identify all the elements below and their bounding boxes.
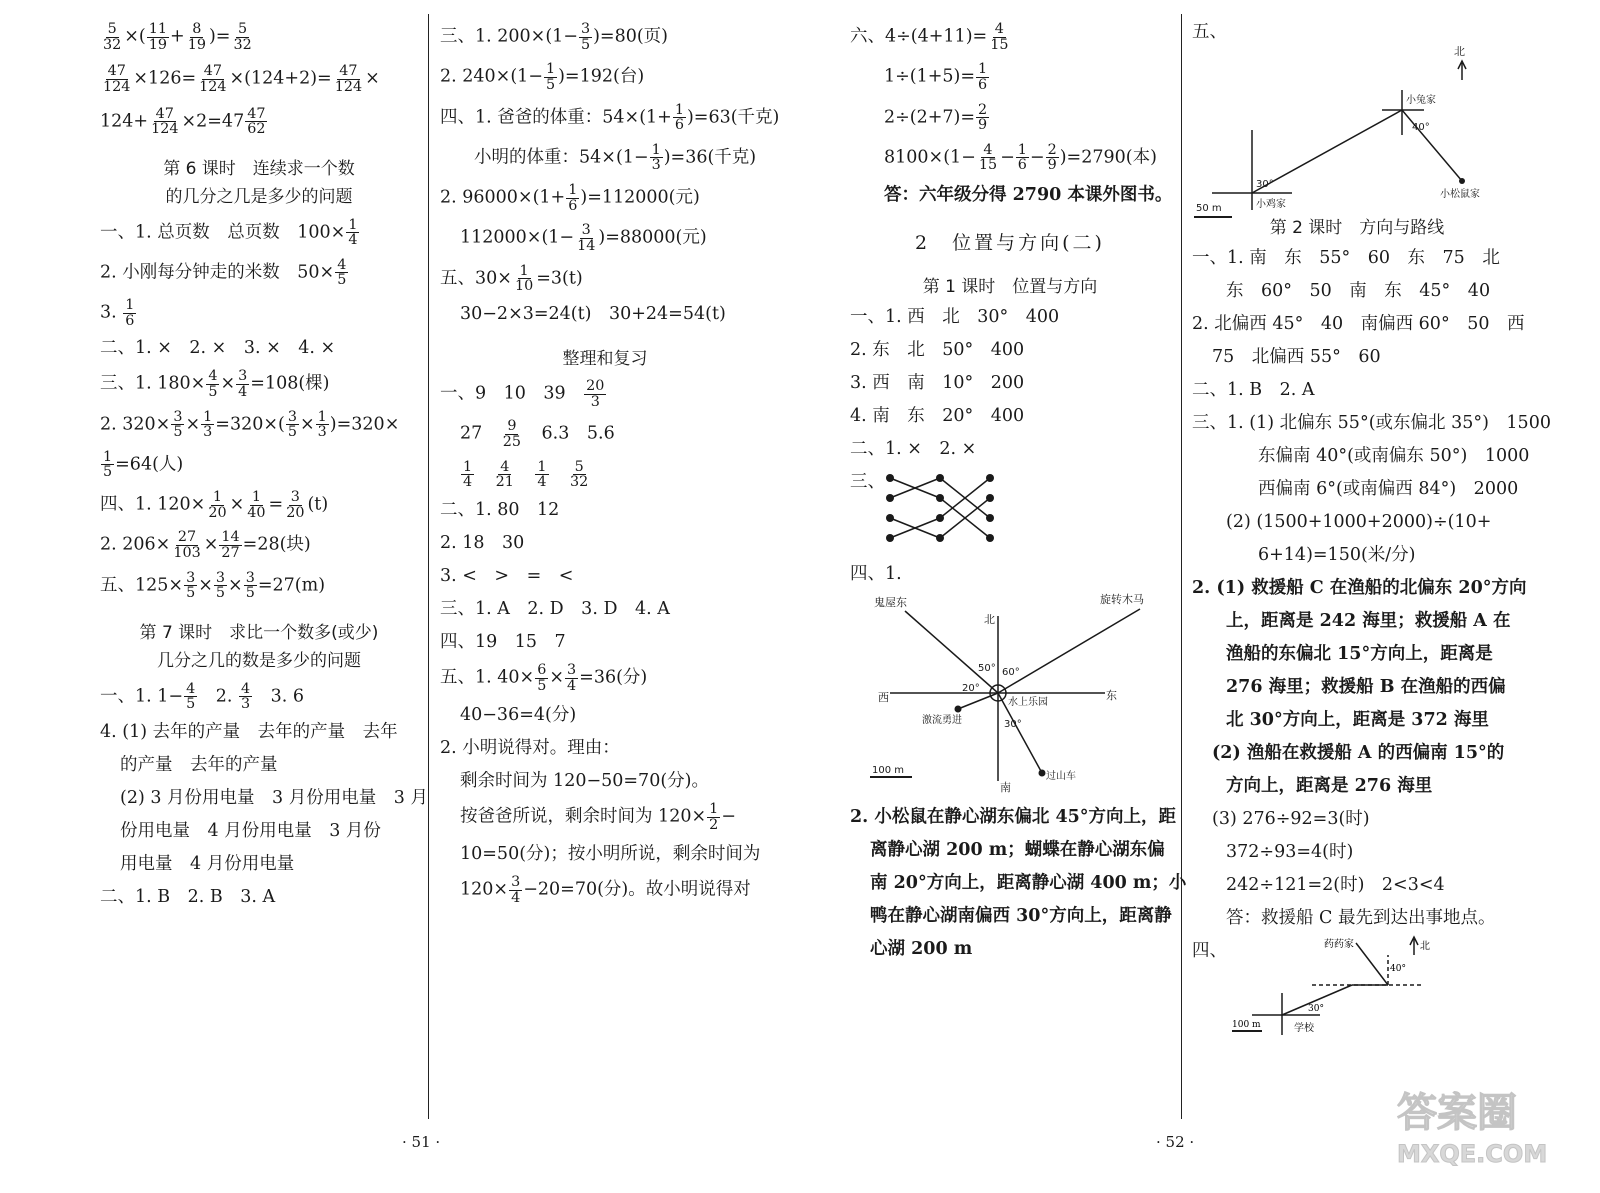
answer-3-2-cont: $\frac{1}{5}$ =64(人) (103, 448, 184, 481)
label-east: 东 (1106, 689, 1117, 703)
review-5-2c: 按爸爸所说，剩余时间为 120× $\frac{1}{2}$ − (460, 801, 736, 833)
rescue-answer-3a: (3) 276÷92=3(时) (1212, 809, 1370, 830)
lesson-7-answer-1: 一、1. 1− $\frac{4}{5}$ 2. $\frac{4}{3}$ 3. 6 (100, 680, 305, 713)
matching-diagram (880, 468, 1010, 550)
amusement-park-diagram (850, 591, 1150, 801)
lesson-7-answer-4c: (2) 3 月份用电量 3 月份用电量 3 月 (120, 787, 428, 808)
angle-30: 30° (1256, 179, 1274, 190)
review-1c: $\frac{1}{4}$ $\frac{4}{21}$ $\frac{1}{4}$ $\frac{5}{32}$ (463, 458, 589, 491)
answer-4-1: 四、1. 120× $\frac{1}{20}$ × $\frac{1}{40}$ = $\frac{3}{20}$ (t) (100, 489, 329, 521)
answer-5: 五、30× $\frac{1}{10}$ =3(t) (440, 262, 583, 295)
answer-4-2: 2. 206× $\frac{27}{103}$ × $\frac{14}{27}$ =28(块) (100, 529, 311, 561)
lesson-7-title-b: 几分之几的数是多少的问题 (157, 651, 361, 672)
watermark-en: MXQE.COM (1397, 1140, 1548, 1168)
lesson-7-answer-4e: 用电量 4 月份用电量 (120, 853, 295, 874)
answer-4-1b: 小明的体重：54×(1− $\frac{1}{3}$ )=36(千克) (474, 141, 757, 174)
lesson-7-answer-2: 二、1. B 2. B 3. A (100, 886, 276, 907)
answer-6-conclusion: 答：六年级分得 2790 本课外图书。 (884, 185, 1173, 205)
answer-3-2: 2. 240×(1− $\frac{1}{5}$ )=192(台) (440, 61, 645, 93)
route-answer-4-5: 6+14)=150(米/分) (1258, 545, 1416, 566)
answer-2: 二、1. × 2. × 3. × 4. × (100, 338, 336, 359)
pos-answer-4-2c: 南 20°方向上，距离静心湖 400 m；小 (870, 873, 1187, 894)
answer-6-1: 六、4÷(4+11)= $\frac{4}{15}$ (850, 21, 1009, 53)
lesson-1-title: 第 1 课时 位置与方向 (922, 277, 1098, 297)
answer-4-row: 四、 北 药药家 学校 40° 30° 100 m (1192, 941, 1522, 1036)
pos-answer-1-1: 一、1. 西 北 30° 400 (850, 307, 1060, 328)
label-north: 北 (984, 613, 995, 627)
angle-60: 60° (1002, 667, 1020, 679)
review-5-1: 五、1. 40× $\frac{6}{5}$ × $\frac{3}{4}$ =36(分) (440, 661, 648, 694)
review-5-2e: 120× $\frac{3}{4}$ −20=70(分)。故小明说得对 (460, 874, 751, 907)
pos-answer-4-2e: 心湖 200 m (870, 939, 973, 960)
answer-5: 五、125× $\frac{3}{5}$ × $\frac{3}{5}$ × $\frac{3}{5}$ =27(m) (100, 569, 326, 602)
rescue-answer-1d: 276 海里；救援船 B 在渔船的西偏 (1226, 677, 1506, 698)
pos-answer-1-3: 3. 西 南 10° 200 (850, 373, 1025, 394)
answer-5b: 30−2×3=24(t) 30+24=54(t) (460, 303, 726, 324)
lesson-7-title-a: 第 7 课时 求比一个数多(或少) (139, 622, 379, 643)
watermark-logo (1393, 1078, 1563, 1178)
watermark-cn: 答案圈 (1397, 1090, 1517, 1136)
pos-answer-3: 三、 (850, 472, 1170, 552)
label-rafting: 激流勇进 (922, 715, 962, 727)
pos-answer-4-2d: 鸭在静心湖南偏西 30°方向上，距离静 (870, 906, 1172, 927)
pos-answer-1-4: 4. 南 东 20° 400 (850, 406, 1025, 427)
lesson-6-title-b: 的几分之几是多少的问题 (165, 187, 353, 208)
review-5-2: 2. 小明说得对。理由： (440, 738, 620, 759)
route-answer-4-2: 东偏南 40°(或南偏东 50°) 1000 (1258, 446, 1530, 467)
route-answer-3: 二、1. B 2. A (1192, 380, 1315, 401)
label-west: 西 (878, 691, 889, 705)
rescue-answer-3d: 答：救援船 C 最先到达出事地点。 (1226, 908, 1496, 929)
route-answer-2a: 2. 北偏西 45° 40 南偏西 60° 50 西 (1192, 314, 1525, 335)
angle-40: 40° (1390, 964, 1406, 975)
route-answer-1a: 一、1. 南 东 55° 60 东 75 北 (1192, 248, 1500, 269)
rescue-answer-2a: (2) 渔船在救援船 A 的西偏南 15°的 (1212, 743, 1505, 764)
column-4 (1192, 22, 1551, 1117)
lesson-2-title: 第 2 课时 方向与路线 (1269, 218, 1445, 238)
answer-3-1: 三、1. 200×(1− $\frac{3}{5}$ )=80(页) (440, 21, 669, 53)
rescue-answer-3b: 372÷93=4(时) (1226, 842, 1354, 863)
answer-6-3: 2÷(2+7)= $\frac{2}{9}$ (884, 101, 988, 134)
label-haunted-house: 鬼屋东 (874, 596, 907, 610)
review-4: 四、19 15 7 (440, 631, 566, 652)
school-route-diagram (1212, 935, 1452, 1035)
page-number-left: · 51 · (402, 1133, 441, 1151)
answer-1-3: 3. $\frac{1}{6}$ (100, 297, 135, 329)
pos-answer-2: 二、1. × 2. × (850, 439, 977, 460)
route-answer-4-1: 三、1. (1) 北偏东 55°(或东偏北 35°) 1500 (1192, 413, 1551, 434)
lesson-7-answer-4a: 4. (1) 去年的产量 去年的产量 去年 (100, 721, 398, 742)
answer-6-4: 8100×(1− $\frac{4}{15}$ − $\frac{1}{6}$ − $\frac{2}{9}$ )=2790(本) (884, 141, 1157, 174)
page-number-right: · 52 · (1156, 1133, 1195, 1151)
answer-1-1: 一、1. 总页数 总页数 100× $\frac{1}{4}$ (100, 216, 358, 249)
pos-answer-4-2a: 2. 小松鼠在静心湖东偏北 45°方向上，距 (850, 807, 1177, 828)
answer-6-2: 1÷(1+5)= $\frac{1}{6}$ (884, 61, 988, 93)
rescue-answer-1e: 北 30°方向上，距离是 372 海里 (1226, 710, 1489, 731)
label-south: 南 (1000, 781, 1011, 795)
answer-5-label: 五、 (1192, 22, 1227, 42)
review-2-1: 二、1. 80 12 (440, 499, 560, 520)
label-rabbit-house: 小兔家 (1406, 95, 1436, 106)
lesson-6-title-a: 第 6 课时 连续求一个数 (163, 158, 355, 179)
answer-3-1: 三、1. 180× $\frac{4}{5}$ × $\frac{3}{4}$ =108(棵) (100, 368, 330, 400)
label-north: 北 (1420, 941, 1430, 953)
rescue-answer-2b: 方向上，距离是 276 海里 (1226, 776, 1433, 797)
route-answer-4-3: 西偏南 6°(或南偏西 84°) 2000 (1258, 479, 1519, 500)
answer-4-2: 2. 96000×(1+ $\frac{1}{6}$ )=112000(元) (440, 182, 700, 214)
column-3 (850, 21, 1187, 1117)
column-1 (100, 21, 428, 1117)
scale-label: 100 m (872, 765, 905, 777)
eq-line-1: $\frac{5}{32}$ ×( $\frac{11}{19}$ + $\frac{8}{19}$ )= $\frac{5}{32}$ (103, 21, 252, 53)
label-chick-house: 小鸡家 (1256, 199, 1286, 210)
label-roller-coaster: 过山车 (1046, 771, 1076, 783)
eq-line-2: $\frac{47}{124}$ ×126= $\frac{47}{124}$ ×(124+2)= $\frac{47}{124}$ × (103, 63, 380, 95)
angle-20: 20° (962, 683, 980, 695)
label-squirrel-house: 小松鼠家 (1440, 189, 1480, 200)
angle-40: 40° (1412, 122, 1430, 133)
review-2-3: 3. < > = < (440, 565, 574, 586)
label-home: 药药家 (1324, 939, 1354, 951)
answer-1-2: 2. 小刚每分钟走的米数 50× $\frac{4}{5}$ (100, 256, 347, 289)
rabbit-house-diagram (1192, 35, 1512, 214)
rescue-answer-1b: 上，距离是 242 海里；救援船 A 在 (1226, 611, 1511, 632)
pos-answer-1-2: 2. 东 北 50° 400 (850, 340, 1025, 361)
review-5-1b: 40−36=4(分) (460, 705, 577, 726)
label-school: 学校 (1294, 1023, 1314, 1035)
column-divider-right (1181, 14, 1182, 1119)
review-5-2d: 10=50(分)；按小明所说，剩余时间为 (460, 844, 761, 865)
label-carousel: 旋转木马 (1100, 593, 1144, 607)
lesson-7-answer-4b: 的产量 去年的产量 (120, 754, 278, 775)
angle-50: 50° (978, 663, 996, 675)
scale-label: 100 m (1232, 1020, 1261, 1031)
review-5-2b: 剩余时间为 120−50=70(分)。 (460, 771, 709, 792)
answer-4-2b: 112000×(1− $\frac{3}{14}$ )=88000(元) (460, 222, 707, 254)
eq-line-3: 124+ $\frac{47}{124}$ ×2=47 $\frac{47}{62}$ (100, 105, 266, 138)
lesson-7-answer-4d: 份用电量 4 月份用电量 3 月份 (120, 820, 381, 841)
scale-label: 50 m (1196, 203, 1222, 214)
column-2 (440, 21, 780, 1117)
answer-3-2: 2. 320× $\frac{3}{5}$ × $\frac{1}{3}$ =320×( $\frac{3}{5}$ × $\frac{1}{3}$ )=320× (100, 408, 400, 441)
angle-30: 30° (1308, 1004, 1324, 1015)
answer-4-1: 四、1. 爸爸的体重：54×(1+ $\frac{1}{6}$ )=63(千克) (440, 101, 780, 134)
chapter-title: 2 位置与方向(二) (915, 232, 1105, 254)
review-title: 整理和复习 (562, 348, 648, 369)
column-divider-left (428, 14, 429, 1119)
review-3: 三、1. A 2. D 3. D 4. A (440, 598, 670, 619)
review-1a: 一、9 10 39 $\frac{20}{3}$ (440, 378, 605, 410)
label-north: 北 (1454, 45, 1465, 58)
pos-answer-4-2b: 离静心湖 200 m；蝴蝶在静心湖东偏 (870, 840, 1165, 861)
rescue-answer-1c: 渔船的东偏北 15°方向上，距离是 (1226, 644, 1493, 665)
pos-answer-4: 四、1. (850, 564, 902, 585)
rescue-answer-1a: 2. (1) 救援船 C 在渔船的北偏东 20°方向 (1192, 578, 1527, 599)
review-1b: 27 $\frac{9}{25}$ 6.3 5.6 (460, 418, 615, 451)
route-answer-2b: 75 北偏西 55° 60 (1212, 347, 1381, 368)
rescue-answer-3c: 242÷121=2(时) 2<3<4 (1226, 875, 1445, 896)
route-answer-1b: 东 60° 50 南 东 45° 40 (1226, 281, 1491, 302)
review-2-2: 2. 18 30 (440, 532, 525, 553)
route-answer-4-4: (2) (1500+1000+2000)÷(10+ (1226, 512, 1492, 533)
angle-30: 30° (1004, 719, 1022, 731)
label-water-park: 水上乐园 (1008, 697, 1048, 709)
